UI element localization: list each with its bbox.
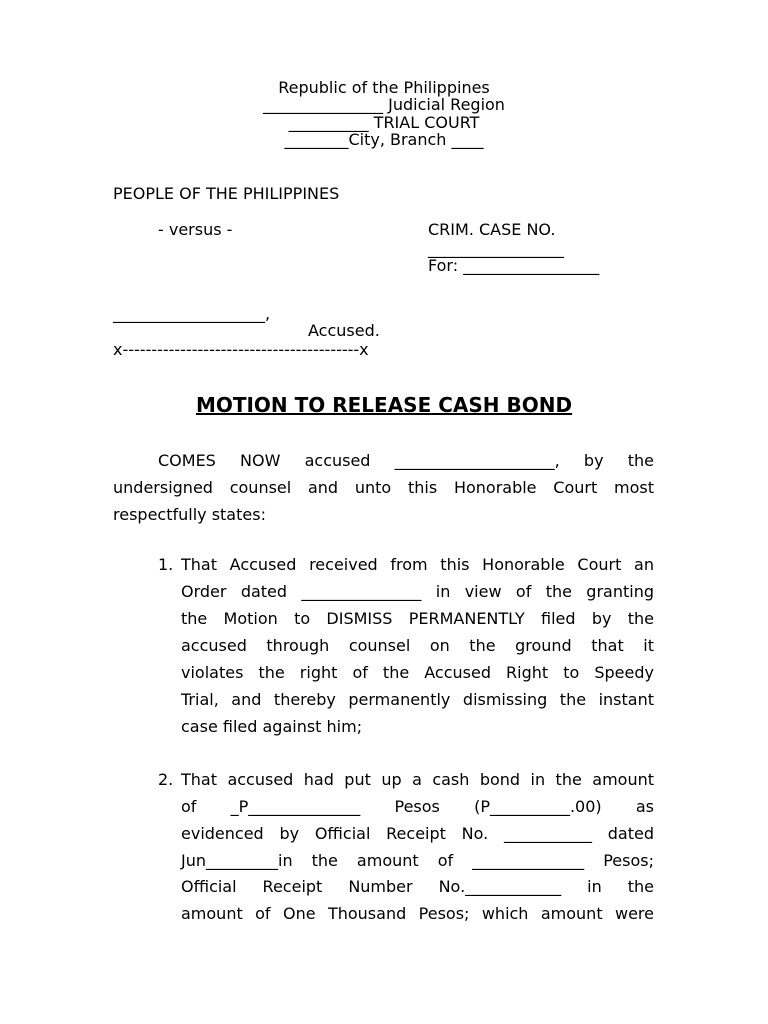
- item-2-line: amount of One Thousand Pesos; which amount were: [181, 904, 654, 923]
- item-2-line: of _P______________ Pesos (P__________.00) as: [181, 797, 654, 816]
- item-1-line: That Accused received from this Honorable Court an: [181, 555, 654, 574]
- header-republic: Republic of the Philippines: [278, 78, 490, 97]
- case-no-label: CRIM. CASE NO.: [428, 220, 556, 239]
- item-1-line: the Motion to DISMISS PERMANENTLY filed by the: [181, 609, 654, 628]
- plaintiff-name: PEOPLE OF THE PHILIPPINES: [113, 184, 340, 203]
- intro-line-3: respectfully states:: [113, 505, 266, 524]
- item-2-line: Jun_________in the amount of ______________ Pesos;: [181, 851, 654, 870]
- document-title: MOTION TO RELEASE CASH BOND: [195, 393, 573, 417]
- item-number: 2.: [158, 770, 174, 789]
- item-1-line: violates the right of the Accused Right to Speedy: [181, 663, 654, 682]
- item-2-line: That accused had put up a cash bond in the amount: [181, 770, 654, 789]
- accused-blank: ___________________,: [113, 304, 271, 323]
- header-judicial-region: _______________ Judicial Region: [263, 95, 505, 114]
- caption-divider: x-----------------------------------------x: [113, 340, 369, 359]
- intro-line-2: undersigned counsel and unto this Honorable Court most: [113, 478, 654, 497]
- accused-label: Accused.: [308, 321, 380, 340]
- item-2-line: evidenced by Official Receipt No. ___________ dated: [181, 824, 654, 843]
- item-1-line: case filed against him;: [181, 717, 363, 736]
- versus-label: - versus -: [158, 220, 233, 239]
- item-1-line: Order dated _______________ in view of the granting: [181, 582, 654, 601]
- item-1-line: Trial, and thereby permanently dismissing the instant: [181, 690, 654, 709]
- header-trial-court: __________ TRIAL COURT: [288, 113, 480, 132]
- header-city-branch: ________City, Branch ____: [284, 130, 484, 149]
- item-number: 1.: [158, 555, 174, 574]
- item-1-line: accused through counsel on the ground that it: [181, 636, 654, 655]
- item-2-line: Official Receipt Number No.____________ in the: [181, 877, 654, 896]
- case-no-blank: _________________: [428, 239, 564, 258]
- intro-line-1: COMES NOW accused ____________________, by the: [158, 451, 654, 470]
- for-line: For: _________________: [428, 256, 600, 275]
